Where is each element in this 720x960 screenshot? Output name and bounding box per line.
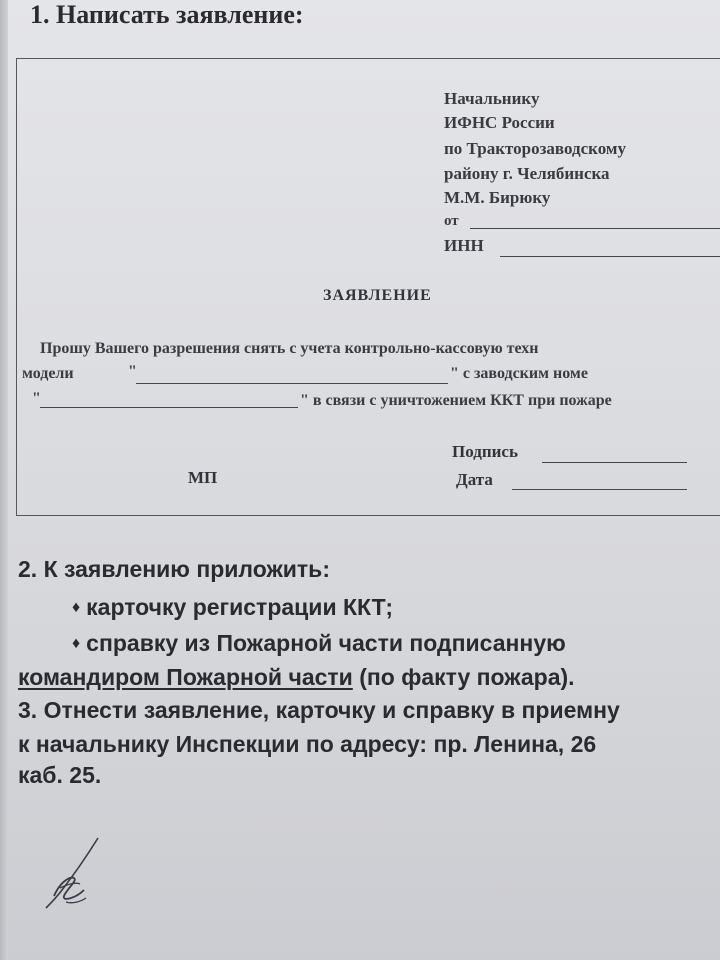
inn-blank-line <box>500 256 720 257</box>
signature-blank-line <box>542 462 687 463</box>
serial-blank-line <box>40 407 298 408</box>
diamond-bullet-icon: ♦ <box>72 635 81 652</box>
commander-underlined-text: командиром Пожарной части <box>18 664 353 690</box>
signature-label: Подпись <box>452 442 518 461</box>
stamp-label: МП <box>188 468 218 487</box>
body-line-1: Прошу Вашего разрешения снять с учета контрольно-кассовую техн <box>40 340 539 357</box>
model-blank-line <box>136 383 448 384</box>
addressee-line-3: по Тракторозаводскому <box>444 139 626 158</box>
attachment-item-2-text: справку из Пожарной части подписанную <box>86 630 566 656</box>
inn-label: ИНН <box>444 236 484 255</box>
addressee-line-2: ИФНС России <box>444 113 555 132</box>
handwritten-signature <box>40 832 110 912</box>
form-title: ЗАЯВЛЕНИЕ <box>323 287 432 304</box>
addressee-line-4: району г. Челябинска <box>444 164 610 183</box>
addressee-line-1: Начальнику <box>444 89 540 108</box>
page-edge-shadow <box>0 0 8 960</box>
from-label: от <box>444 213 459 229</box>
step1-heading: 1. Написать заявление: <box>30 0 304 29</box>
step2-heading: 2. К заявлению приложить: <box>18 556 330 582</box>
diamond-bullet-icon: ♦ <box>72 599 81 616</box>
attachment-item-1 <box>72 594 393 621</box>
body-line-2-prefix: модели <box>22 365 74 382</box>
from-blank-line <box>470 228 720 229</box>
attachment-item-1-text: карточку регистрации ККТ; <box>86 594 394 620</box>
model-open-quote: " <box>128 363 137 380</box>
attachment-item-2-continuation <box>18 664 575 691</box>
step3-line-2: к начальнику Инспекции по адресу: пр. Ленина, 26 <box>18 731 597 757</box>
date-blank-line <box>512 489 687 490</box>
body-line-2-suffix: " с заводским номе <box>450 365 588 382</box>
step3-line-1: 3. Отнести заявление, карточку и справку в приемну <box>18 697 620 723</box>
step3-line-3: каб. 25. <box>18 762 102 788</box>
attachment-item-2 <box>72 630 566 657</box>
serial-open-quote: " <box>32 390 41 407</box>
attachment-item-2-rest: (по факту пожара). <box>352 664 575 690</box>
date-label: Дата <box>456 470 493 489</box>
addressee-line-5: М.М. Бирюку <box>444 188 551 207</box>
body-line-3-suffix: " в связи с уничтожением ККТ при пожаре <box>300 392 612 409</box>
